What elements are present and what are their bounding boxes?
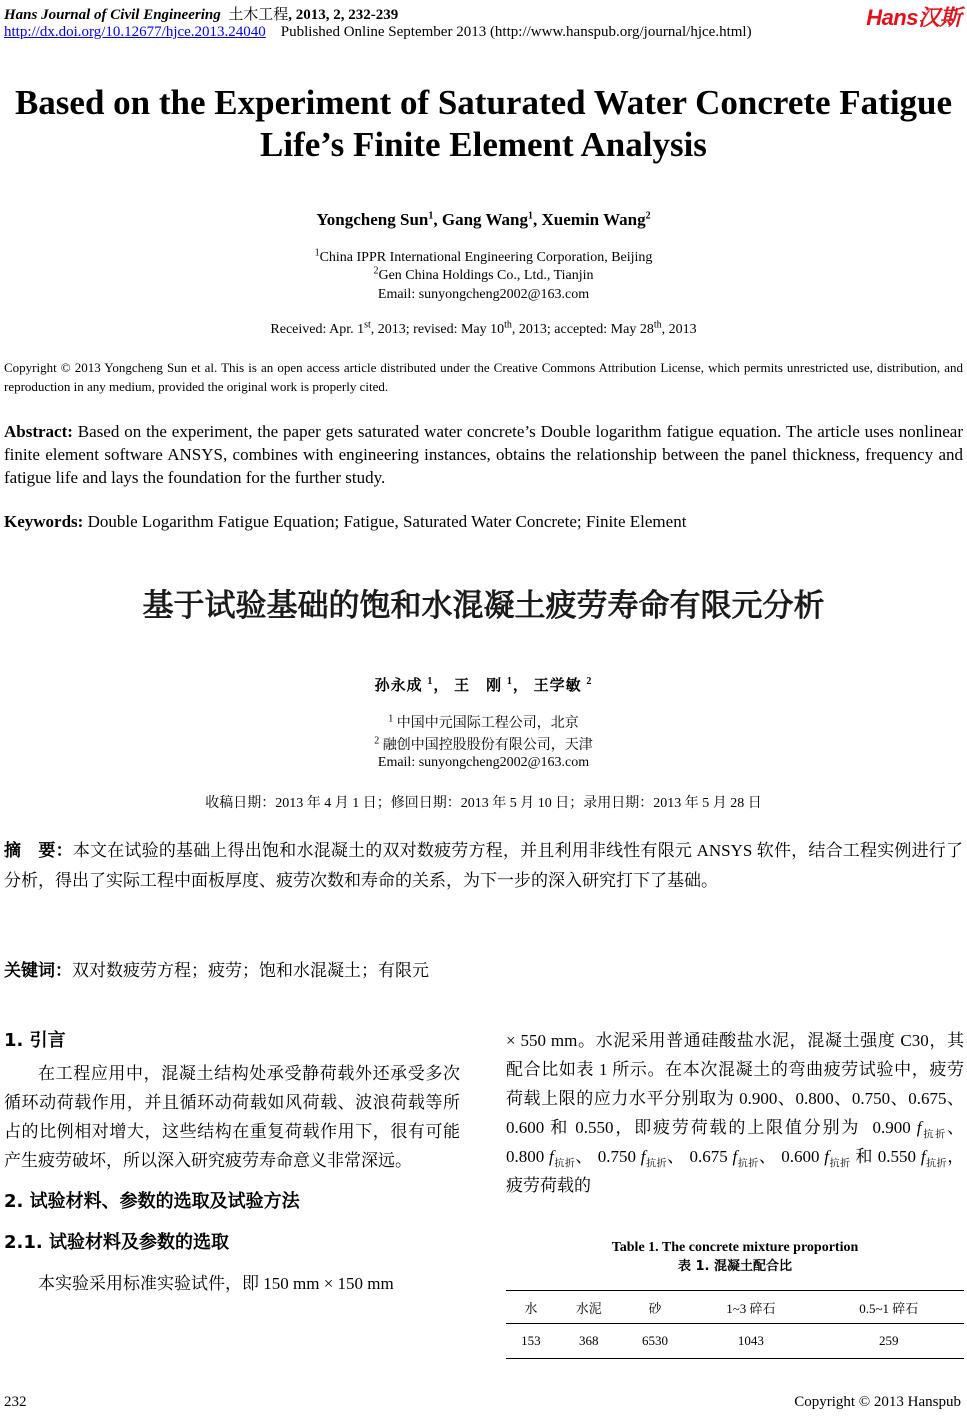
table-cell: 259 bbox=[879, 1333, 899, 1348]
f-subscript: 抗折 bbox=[921, 1129, 948, 1141]
f-subscript: 抗折 bbox=[645, 1158, 668, 1170]
paper-title-cn: 基于试验基础的饱和水混凝土疲劳寿命有限元分析 bbox=[142, 588, 825, 624]
load-value bbox=[597, 1147, 668, 1170]
load-value bbox=[866, 1118, 948, 1141]
received-part: , 2013; revised: May 10 bbox=[370, 322, 505, 337]
author-affil-sup: 1 bbox=[428, 210, 434, 222]
authors-cn: 孙永成 $^1$， 王 刚 $^1$， 王学敏 $^2$ bbox=[374, 676, 593, 694]
load-value bbox=[877, 1147, 948, 1170]
table-header-cell: 1~3 碎石 bbox=[726, 1300, 776, 1316]
abstract-cn bbox=[4, 836, 963, 895]
ordinal-sup: st bbox=[364, 319, 371, 331]
affil-sup: 2 bbox=[374, 735, 380, 747]
table-row bbox=[506, 1324, 964, 1359]
keywords-text: Double Logarithm Fatigue Equation; Fatigue, Saturated Water Concrete; Finite Element bbox=[83, 512, 687, 531]
affiliation-cn-2 bbox=[0, 734, 967, 754]
load-coeff: 0.550 bbox=[877, 1147, 917, 1166]
and-word: 和 bbox=[855, 1147, 873, 1166]
section-2-1-heading: 2.1. 试验材料及参数的选取 bbox=[4, 1232, 229, 1253]
load-value bbox=[689, 1147, 759, 1170]
keywords-text-cn: 双对数疲劳方程；疲劳；饱和水混凝土；有限元 bbox=[72, 961, 429, 980]
journal-name-cn: 土木工程 bbox=[228, 7, 289, 23]
title-line-1: Based on the Experiment of Saturated Water Concrete Fatigue bbox=[14, 83, 953, 122]
volume-info: , 2013, 2, 232-239 bbox=[288, 7, 399, 23]
title-line-2: Life’s Finite Element Analysis bbox=[260, 125, 707, 164]
doi-link[interactable]: http://dx.doi.org/10.12677/hjce.2013.24040 bbox=[4, 24, 266, 40]
ordinal-sup: th bbox=[504, 319, 512, 331]
section-1-heading: 1. 引言 bbox=[4, 1030, 66, 1051]
table-caption-cn: 表 1. 混凝土配合比 bbox=[677, 1259, 793, 1274]
keywords-cn bbox=[4, 956, 963, 981]
f-subscript: 抗折 bbox=[553, 1158, 576, 1170]
mixture-table bbox=[506, 1290, 964, 1359]
body-right-column bbox=[506, 1026, 964, 1200]
table-cell: 153 bbox=[521, 1333, 541, 1348]
load-value bbox=[781, 1147, 851, 1170]
table-header-cell: 0.5~1 碎石 bbox=[859, 1300, 919, 1316]
table-1-caption bbox=[506, 1238, 964, 1276]
abstract-text-cn: 本文在试验的基础上得出饱和水混凝土的双对数疲劳方程，并且利用非线性有限元 ANSYS 软件，结合工程实例进行了分析，得出了实际工程中面板厚度、疲劳次数和寿命的关系，为下一步的深入研究打下了基础。 bbox=[4, 841, 963, 890]
f-subscript: 抗折 bbox=[737, 1158, 759, 1170]
author-name: Gang Wang bbox=[441, 210, 529, 229]
email-en: Email: sunyongcheng2002@163.com bbox=[377, 287, 590, 302]
affil-sup: 1 bbox=[314, 247, 320, 259]
published-online: Published Online September 2013 (http://www.hanspub.org/journal/hjce.html) bbox=[280, 24, 752, 40]
section-2-heading: 2. 试验材料、参数的选取及试验方法 bbox=[4, 1191, 300, 1212]
load-coeff: 0.900 bbox=[872, 1118, 911, 1137]
table-cell: 1043 bbox=[737, 1333, 764, 1348]
ordinal-sup: th bbox=[653, 319, 662, 331]
received-part: , 2013 bbox=[661, 322, 697, 337]
keywords-en bbox=[4, 512, 963, 532]
abstract-text: Based on the experiment, the paper gets saturated water concrete’s Double logarithm fatigue equation. The article uses nonlinear finite element software ANSYS, combines with engineering instances, obtains the relationship between the panel thickness, frequency and fatigue life and lays the foundation for the further study. bbox=[4, 422, 963, 487]
table-caption-en: Table 1. The concrete mixture proportion bbox=[611, 1240, 859, 1255]
table-header-cell: 水 bbox=[524, 1300, 538, 1316]
table-header-row bbox=[506, 1291, 964, 1324]
received-dates-en bbox=[0, 319, 967, 338]
right-column-paragraph: × 550 mm。水泥采用普通硅酸盐水泥，混凝土强度 C30，其配合比如表 1 所示。在本次混凝土的弯曲疲劳试验中，疲劳荷载上限的应力水平分别取为 0.900、0.800、0.750、0.675、0.600 和 0.550，即疲劳荷载的上限值分别为 bbox=[506, 1031, 964, 1137]
received-part: Received: Apr. 1 bbox=[270, 322, 365, 337]
affil-text: Gen China Holdings Co., Ltd., Tianjin bbox=[378, 268, 594, 283]
affil-sup: 2 bbox=[373, 265, 379, 277]
dates-cn: 收稿日期：2013 年 4 月 1 日；修回日期：2013 年 5 月 10 日；录用日期：2013 年 5 月 28 日 bbox=[205, 796, 762, 811]
author-name-cn: 王 刚 bbox=[454, 678, 503, 694]
f-symbol: f bbox=[549, 1147, 554, 1166]
abstract-en bbox=[4, 420, 963, 489]
hanspub-logo: Hans汉斯 bbox=[866, 5, 961, 30]
page-number: 232 bbox=[4, 1394, 27, 1410]
author-affil-sup: 2 bbox=[586, 676, 593, 687]
f-symbol: f bbox=[824, 1147, 830, 1166]
author-name-cn: 孙永成 bbox=[374, 678, 423, 694]
separator: 、 bbox=[947, 1118, 965, 1137]
f-symbol: f bbox=[732, 1147, 738, 1166]
author-affil-sup: 1 bbox=[528, 210, 534, 222]
affil-text: 中国中元国际工程公司，北京 bbox=[396, 716, 579, 731]
author-name-cn: 王学敏 bbox=[533, 678, 582, 694]
author-name: Yongcheng Sun bbox=[316, 210, 429, 229]
author-name: Xuemin Wang bbox=[541, 210, 646, 229]
load-coeff: 0.800 bbox=[506, 1147, 545, 1166]
load-value bbox=[506, 1147, 576, 1170]
load-coeff: 0.600 bbox=[781, 1147, 820, 1166]
author-affil-sup: 2 bbox=[645, 210, 651, 222]
copyright-note: Copyright © 2013 Yongcheng Sun et al. This is an open access article distributed under the Creative Commons Attribution License, which permits unrestricted use, distribution, and reproduction in any medium, provided the original work is properly cited. bbox=[4, 360, 963, 394]
journal-header bbox=[4, 3, 398, 24]
journal-name-en: Hans Journal of Civil Engineering bbox=[4, 7, 221, 23]
section-1-paragraph: 在工程应用中，混凝土结构处承受静荷载外还承受多次循环动荷载作用，并且循环动荷载如风荷载、波浪荷载等所占的比例相对增大，这些结构在重复荷载作用下，很有可能产生疲劳破坏，所以深入研究疲劳寿命意义非常深远。 bbox=[4, 1064, 460, 1170]
f-subscript: 抗折 bbox=[925, 1158, 948, 1170]
abstract-label: Abstract: bbox=[4, 422, 73, 441]
body-left-column bbox=[4, 1026, 460, 1298]
affiliation-cn-1 bbox=[0, 712, 967, 732]
footer-copyright: Copyright © 2013 Hanspub bbox=[794, 1394, 961, 1410]
doi-line bbox=[4, 24, 752, 41]
affiliation-en-2 bbox=[0, 265, 967, 284]
table-header-cell: 砂 bbox=[648, 1300, 662, 1316]
author-affil-sup: 1 bbox=[427, 676, 434, 687]
f-symbol: f bbox=[916, 1118, 922, 1137]
affil-text: China IPPR International Engineering Corporation, Beijing bbox=[319, 250, 653, 265]
f-subscript: 抗折 bbox=[829, 1158, 851, 1170]
separator: 、 bbox=[667, 1147, 685, 1166]
table-cell: 6530 bbox=[641, 1333, 668, 1348]
paragraph-tail: ，疲劳荷载的 bbox=[506, 1147, 965, 1195]
load-coeff: 0.675 bbox=[689, 1147, 728, 1166]
received-part: , 2013; accepted: May 28 bbox=[511, 322, 654, 337]
table-cell: 368 bbox=[579, 1333, 599, 1348]
email-cn: Email: sunyongcheng2002@163.com bbox=[377, 755, 590, 770]
separator: 、 bbox=[575, 1147, 593, 1166]
paper-title-en bbox=[0, 82, 967, 166]
keywords-label-cn: 关键词： bbox=[4, 961, 72, 981]
affiliation-en-1 bbox=[0, 247, 967, 266]
table-header-cell: 水泥 bbox=[575, 1300, 602, 1316]
separator: 、 bbox=[758, 1147, 777, 1166]
keywords-label: Keywords: bbox=[4, 512, 84, 531]
f-symbol: f bbox=[920, 1147, 926, 1166]
authors-en: Yongcheng Sun$^1$, Gang Wang$^1$, Xuemin Wang$^2$ bbox=[316, 210, 651, 229]
f-symbol: f bbox=[640, 1147, 646, 1166]
abstract-label-cn: 摘 要： bbox=[4, 841, 73, 861]
author-affil-sup: 1 bbox=[506, 676, 513, 687]
affil-sup: 1 bbox=[388, 713, 394, 725]
affil-text: 融创中国控股股份有限公司，天津 bbox=[382, 738, 593, 753]
load-coeff: 0.750 bbox=[597, 1147, 636, 1166]
section-2-1-paragraph: 本实验采用标准实验试件，即 150 mm × 150 mm bbox=[38, 1274, 394, 1293]
